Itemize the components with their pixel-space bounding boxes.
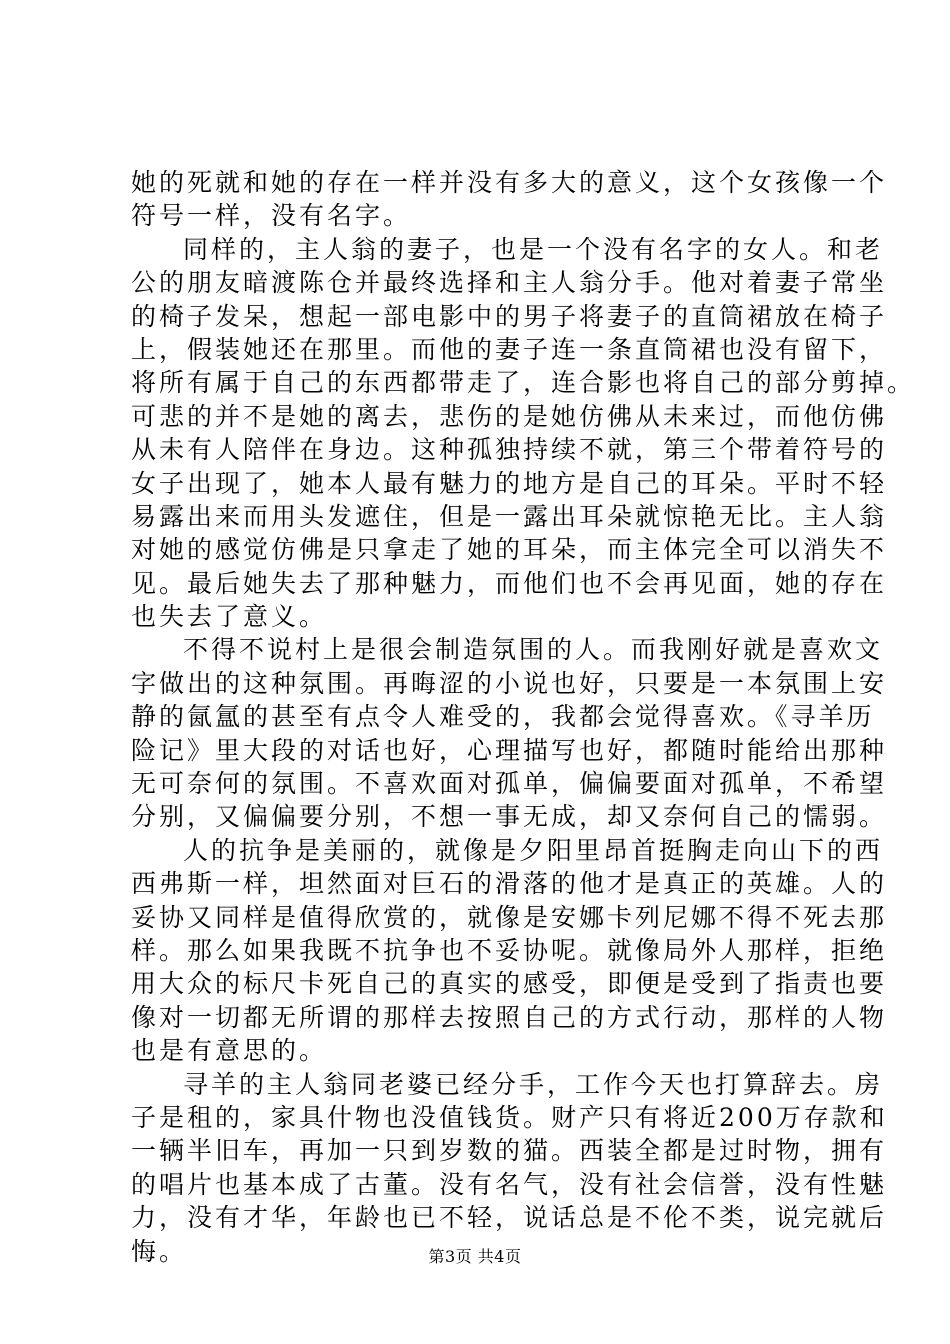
text-line: 用大众的标尺卡死自己的真实的感受，即便是受到了指责也要 [131,969,888,999]
text-line: 妥协又同样是值得欣赏的，就像是安娜卡列尼娜不得不死去那 [131,902,888,932]
text-line: 像对一切都无所谓的那样去按照自己的方式行动，那样的人物 [131,1002,888,1032]
text-line: 西弗斯一样，坦然面对巨石的滑落的他才是真正的英雄。人的 [131,869,888,899]
text-line: 的唱片也基本成了古董。没有名气，没有社会信誉，没有性魅 [131,1169,888,1199]
text-line: 符号一样，没有名字。 [131,201,412,231]
text-line: 易露出来而用头发遮住，但是一露出耳朵就惊艳无比。主人翁 [131,501,888,531]
text-line: 寻羊的主人翁同老婆已经分手，工作今天也打算辞去。房 [183,1069,884,1099]
text-line: 的椅子发呆，想起一部电影中的男子将妻子的直筒裙放在椅子 [131,301,888,331]
text-line: 她的死就和她的存在一样并没有多大的意义，这个女孩像一个 [131,168,888,197]
text-line: 对她的感觉仿佛是只拿走了她的耳朵，而主体完全可以消失不 [131,535,888,565]
text-line: 不得不说村上是很会制造氛围的人。而我刚好就是喜欢文 [183,635,884,665]
text-line: 静的氤氲的甚至有点令人难受的，我都会觉得喜欢。《寻羊历 [131,702,875,732]
paragraph [131,834,888,1068]
text-line: 同样的，主人翁的妻子，也是一个没有名字的女人。和老 [183,234,884,264]
text-line: 分别，又偏偏要分别，不想一事无成，却又奈何自己的懦弱。 [131,802,888,832]
text-line: 见。最后她失去了那种魅力，而他们也不会再见面，她的存在 [131,568,888,598]
text-line: 险记》里大段的对话也好，心理描写也好，都随时能给出那种 [131,735,888,765]
text-line: 上，假装她还在那里。而他的妻子连一条直筒裙也没有留下， [131,334,888,364]
text-line: 也失去了意义。 [131,602,328,632]
text-line: 悔。 [131,1236,188,1266]
text-line: 将所有属于自己的东西都带走了，连合影也将自己的部分剪掉。 [131,368,916,398]
text-line: 公的朋友暗渡陈仓并最终选择和主人翁分手。他对着妻子常坐 [131,268,888,298]
text-line: 无可奈何的氛围。不喜欢面对孤单，偏偏要面对孤单，不希望 [131,769,888,799]
text-line: 也是有意思的。 [131,1036,328,1066]
paragraph [131,633,888,833]
text-line: 人的抗争是美丽的，就像是夕阳里昂首挺胸走向山下的西 [183,835,884,865]
text-line: 力，没有才华，年龄也已不轻，说话总是不伦不类，说完就后 [131,1203,888,1233]
text-line: 从未有人陪伴在身边。这种孤独持续不就，第三个带着符号的 [131,435,888,465]
text-line: 子是租的，家具什物也没值钱货。财产只有将近200万存款和 [131,1102,888,1132]
text-line: 一辆半旧车，再加一只到岁数的猫。西装全都是过时物，拥有 [131,1136,888,1166]
paragraph [131,1068,888,1268]
body-text [131,166,916,1268]
text-line: 可悲的并不是她的离去，悲伤的是她仿佛从未来过，而他仿佛 [131,401,888,431]
paragraph [131,166,888,233]
text-line: 字做出的这种氛围。再晦涩的小说也好，只要是一本氛围上安 [131,668,888,698]
paragraph [131,233,916,634]
text-line: 样。那么如果我既不抗争也不妥协呢。就像局外人那样，拒绝 [131,935,888,965]
page-footer: 第3页 共4页 [428,1247,522,1266]
text-line: 女子出现了，她本人最有魅力的地方是自己的耳朵。平时不轻 [131,468,888,498]
